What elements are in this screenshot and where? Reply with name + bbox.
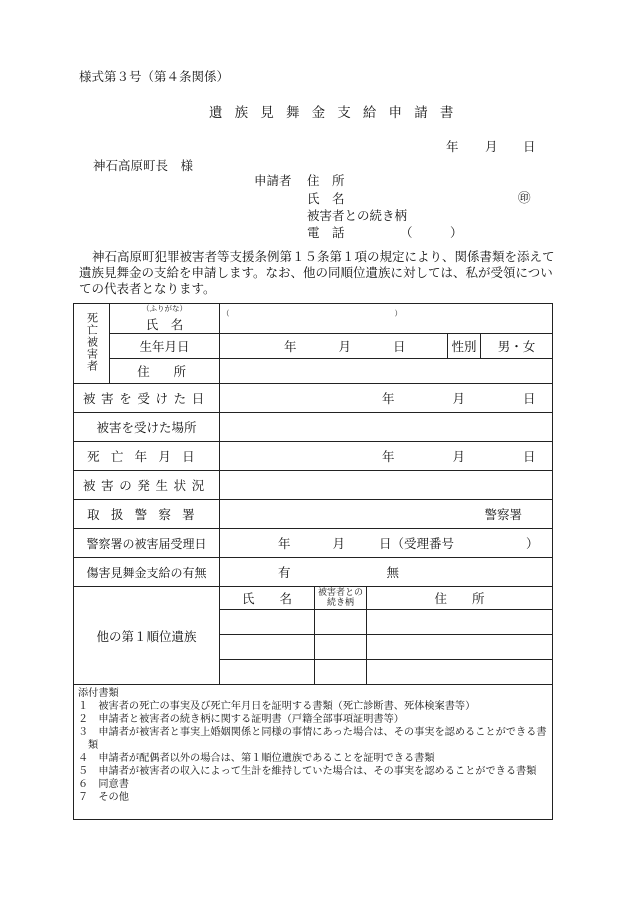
heir-2-address[interactable]: [367, 635, 553, 660]
birthdate-day-label: 日: [393, 339, 406, 354]
report-year-label: 年: [278, 536, 291, 551]
birthdate-year-label: 年: [284, 339, 297, 354]
sex-options[interactable]: 男・女: [481, 334, 553, 359]
report-month-label: 月: [332, 536, 346, 551]
attachments-heading: 添付書類: [78, 688, 119, 699]
damage-day-label: 日: [523, 391, 536, 406]
damage-situation-label: 被害の発生状況: [74, 471, 220, 500]
attachments-section: [74, 685, 553, 820]
heir-3-address[interactable]: [367, 660, 553, 685]
damage-month-label: 月: [452, 391, 466, 406]
damage-place-field[interactable]: [220, 413, 553, 442]
heir-1-name[interactable]: [220, 610, 315, 635]
deceased-address-label: 住 所: [110, 359, 220, 384]
damage-year-label: 年: [382, 391, 395, 406]
police-station-label: 取扱警察署: [74, 500, 220, 529]
other-heirs-label: 他の第１順位遺族: [74, 587, 220, 685]
heir-2-name[interactable]: [220, 635, 315, 660]
furigana-label: （ふりがな）: [142, 304, 187, 313]
attachment-item: １ 被害者の死亡の事実及び死亡年月日を証明する書類（死亡診断書、死体検案書等）: [78, 701, 476, 712]
attachment-item: ３ 申請者が被害者と事実上婚姻関係と同様の事情にあった場合は、その事実を認めることができる書類: [78, 727, 547, 751]
application-statement: 神石高原町犯罪被害者等支援条例第１５条第１項の規定により、関係書類を添えて遺族見舞金の支給を申請します。なお、他の同順位遺族に対しては、私が受領についての代表者となります。: [79, 249, 555, 296]
heir-2-relation[interactable]: [315, 635, 367, 660]
application-table: [73, 303, 553, 820]
date-year-label: 年: [446, 139, 459, 154]
police-station-field[interactable]: [220, 500, 553, 529]
heirs-col-name: 氏 名: [220, 587, 315, 610]
birthdate-label: 生年月日: [110, 334, 220, 359]
report-date-field[interactable]: [220, 529, 553, 558]
birthdate-field[interactable]: [220, 334, 448, 359]
applicant-label: 申請者: [254, 173, 292, 188]
sex-label: 性別: [448, 334, 481, 359]
death-date-field[interactable]: [220, 442, 553, 471]
injury-benefit-yes[interactable]: 有: [278, 565, 291, 580]
attachment-item: ４ 申請者が配偶者以外の場合は、第１順位遺族であることを証明できる書類: [78, 753, 435, 764]
addressee: 神石高原町長 様: [93, 158, 194, 173]
heir-3-relation[interactable]: [315, 660, 367, 685]
death-month-label: 月: [452, 449, 466, 464]
applicant-relation-label: 被害者との続き柄: [307, 208, 408, 223]
applicant-phone-paren: （ ）: [400, 225, 463, 240]
deceased-name-field[interactable]: [220, 304, 553, 334]
death-day-label: 日: [523, 449, 536, 464]
heir-1-address[interactable]: [367, 610, 553, 635]
date-month-label: 月: [485, 139, 498, 154]
report-date-label: 警察署の被害届受理日: [74, 529, 220, 558]
deceased-name-label: 氏 名: [145, 317, 184, 332]
heirs-col-relation: 被害者との続き柄: [315, 587, 367, 610]
police-station-suffix: 警察署: [484, 507, 522, 522]
applicant-phone-label: 電 話: [307, 225, 345, 240]
damage-date-field[interactable]: [220, 384, 553, 413]
deceased-victim-label: 死亡被害者: [85, 312, 99, 372]
damage-date-label: 被害を受けた日: [74, 384, 220, 413]
furigana-paren: （ ）: [222, 309, 402, 318]
attachment-item: ５ 申請者が被害者の収入によって生計を維持していた場合は、その事実を認めることができる書類: [78, 766, 537, 777]
applicant-address-label: 住 所: [307, 173, 345, 188]
injury-benefit-no[interactable]: 無: [386, 565, 400, 580]
receipt-number-label: 日（受理番号: [379, 536, 455, 551]
date-day-label: 日: [523, 139, 536, 154]
seal-mark: ㊞: [518, 190, 531, 205]
attachment-item: ７ その他: [78, 792, 129, 803]
deceased-victim-label-cell: [74, 304, 110, 384]
injury-benefit-field[interactable]: [220, 558, 553, 587]
heir-1-relation[interactable]: [315, 610, 367, 635]
deceased-address-field[interactable]: [220, 359, 553, 384]
injury-benefit-label: 傷害見舞金支給の有無: [74, 558, 220, 587]
attachment-item: ２ 申請者と被害者の続き柄に関する証明書（戸籍全部事項証明書等）: [78, 714, 404, 725]
receipt-close-paren: ）: [526, 536, 539, 551]
damage-place-label: 被害を受けた場所: [74, 413, 220, 442]
heirs-col-address: 住 所: [367, 587, 553, 610]
page-title: 遺族見舞金支給申請書: [209, 105, 466, 121]
form-number: 様式第３号（第４条関係）: [79, 69, 230, 84]
death-date-label: 死亡年月日: [74, 442, 220, 471]
damage-situation-field[interactable]: [220, 471, 553, 500]
furigana-name-label-cell: [110, 304, 220, 334]
death-year-label: 年: [382, 449, 395, 464]
applicant-name-label: 氏 名: [307, 191, 345, 206]
birthdate-month-label: 月: [338, 339, 352, 354]
heir-3-name[interactable]: [220, 660, 315, 685]
attachment-item: ６ 同意書: [78, 779, 129, 790]
